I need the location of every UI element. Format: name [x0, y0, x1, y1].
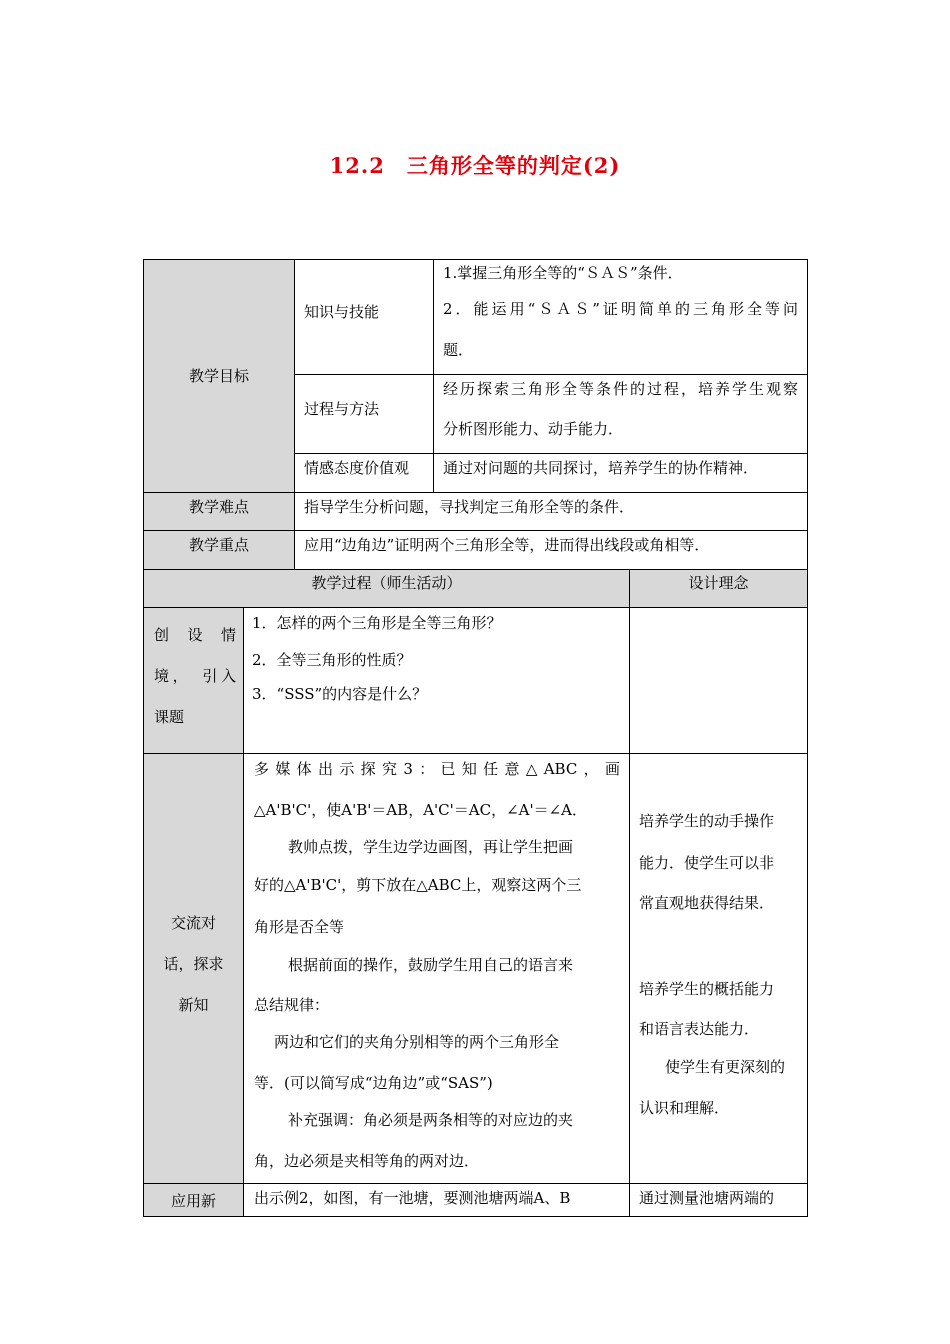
knowledge-content-cell	[433, 259, 808, 375]
apply-label: 应用新	[170, 1192, 216, 1210]
explore-content-cell	[243, 753, 630, 1184]
emotion-label: 情感态度价值观	[304, 459, 410, 477]
explore-line-1: 多媒体出示探究3：已知任意△ABC，画	[254, 760, 620, 778]
apply-concept-cell	[629, 1183, 808, 1217]
intro-label-cell	[143, 607, 244, 754]
process-label: 过程与方法	[304, 400, 380, 418]
explore-line-6: 根据前面的操作，鼓励学生用自己的语言来	[288, 956, 574, 974]
activity-header-cell	[143, 569, 630, 608]
intro-item-2: 2．全等三角形的性质？	[252, 651, 412, 669]
emotion-content-cell	[433, 453, 808, 493]
explore-line-9: 等．(可以简写成“边角边”或“SAS”)	[254, 1074, 493, 1092]
intro-item-1: 1．怎样的两个三角形是全等三角形？	[252, 614, 502, 632]
explore-line-4: 好的△A'B'C'，剪下放在△ABC上，观察这两个三	[254, 876, 582, 894]
knowledge-line-3: 题．	[443, 341, 474, 359]
apply-content-cell	[243, 1183, 630, 1217]
intro-label-line-1: 创 设 情	[154, 626, 236, 644]
explore-concept-line-1: 培养学生的动手操作	[639, 812, 775, 830]
explore-line-3: 教帅点拨，学生边学边画图，再让学生把画	[288, 838, 574, 856]
difficulty-label-cell	[143, 492, 295, 531]
apply-concept: 通过测量池塘两端的	[639, 1189, 775, 1207]
explore-concept-cell	[629, 753, 808, 1184]
explore-line-10: 补充强调：角必须是两条相等的对应边的夹	[288, 1111, 574, 1129]
intro-concept-cell	[629, 607, 808, 754]
explore-label-line-1: 交流对	[170, 914, 216, 932]
process-line-2: 分析图形能力、动手能力．	[443, 420, 624, 438]
keypoint-content-cell	[294, 530, 808, 570]
difficulty-text: 指导学生分析问题，寻找判定三角形全等的条件．	[304, 498, 635, 516]
keypoint-label-cell	[143, 530, 295, 570]
goals-label-cell	[143, 259, 295, 493]
page-title: 12.2 三角形全等的判定(2)	[329, 153, 621, 178]
explore-concept-line-7: 认识和理解．	[639, 1099, 730, 1117]
intro-content-cell	[243, 607, 630, 754]
explore-line-7: 总结规律：	[254, 996, 330, 1014]
process-content-cell	[433, 374, 808, 454]
explore-label-line-3: 新知	[178, 996, 209, 1014]
concept-header-cell	[629, 569, 808, 608]
explore-concept-line-5: 和语言表达能力．	[639, 1020, 760, 1038]
process-label-cell	[294, 374, 434, 454]
explore-concept-line-6: 使学生有更深刻的	[665, 1058, 786, 1076]
explore-line-5: 角形是否全等	[254, 918, 345, 936]
intro-item-3: 3．“SSS”的内容是什么？	[252, 685, 428, 703]
knowledge-label: 知识与技能	[304, 303, 380, 321]
keypoint-text: 应用“边角边”证明两个三角形全等，进而得出线段或角相等．	[304, 536, 710, 554]
difficulty-content-cell	[294, 492, 808, 531]
knowledge-label-cell	[294, 259, 434, 375]
explore-line-8: 两边和它们的夹角分别相等的两个三角形全	[274, 1033, 560, 1051]
goals-label: 教学目标	[188, 367, 249, 385]
difficulty-label: 教学难点	[188, 498, 249, 516]
apply-text: 出示例2，如图，有一池塘，要测池塘两端A、B	[254, 1189, 571, 1207]
intro-label-line-3: 课题	[154, 708, 185, 726]
explore-concept-line-3: 常直观地获得结果．	[639, 894, 775, 912]
emotion-text: 通过对问题的共同探讨，培养学生的协作精神．	[443, 459, 759, 477]
apply-label-cell	[143, 1183, 244, 1217]
intro-label-line-2: 境， 引入	[154, 667, 236, 685]
activity-header: 教学过程（师生活动）	[311, 574, 462, 592]
explore-line-11: 角，边必须是夹相等角的两对边．	[254, 1152, 480, 1170]
explore-concept-line-4: 培养学生的概括能力	[639, 980, 775, 998]
knowledge-line-1: 1.掌握三角形全等的“ＳＡＳ”条件．	[443, 264, 683, 282]
knowledge-line-2: 2．能运用“ＳＡＳ”证明简单的三角形全等问	[443, 300, 798, 318]
explore-line-2: △A'B'C'，使A'B'＝AB，A'C'＝AC，∠A'＝∠A．	[254, 801, 587, 819]
explore-concept-line-2: 能力．使学生可以非	[639, 854, 775, 872]
explore-label-line-2: 话，探求	[163, 955, 224, 973]
explore-label-cell	[143, 753, 244, 1184]
concept-header: 设计理念	[688, 574, 749, 592]
emotion-label-cell	[294, 453, 434, 493]
process-line-1: 经历探索三角形全等条件的过程，培养学生观察	[443, 380, 798, 398]
keypoint-label: 教学重点	[188, 536, 249, 554]
